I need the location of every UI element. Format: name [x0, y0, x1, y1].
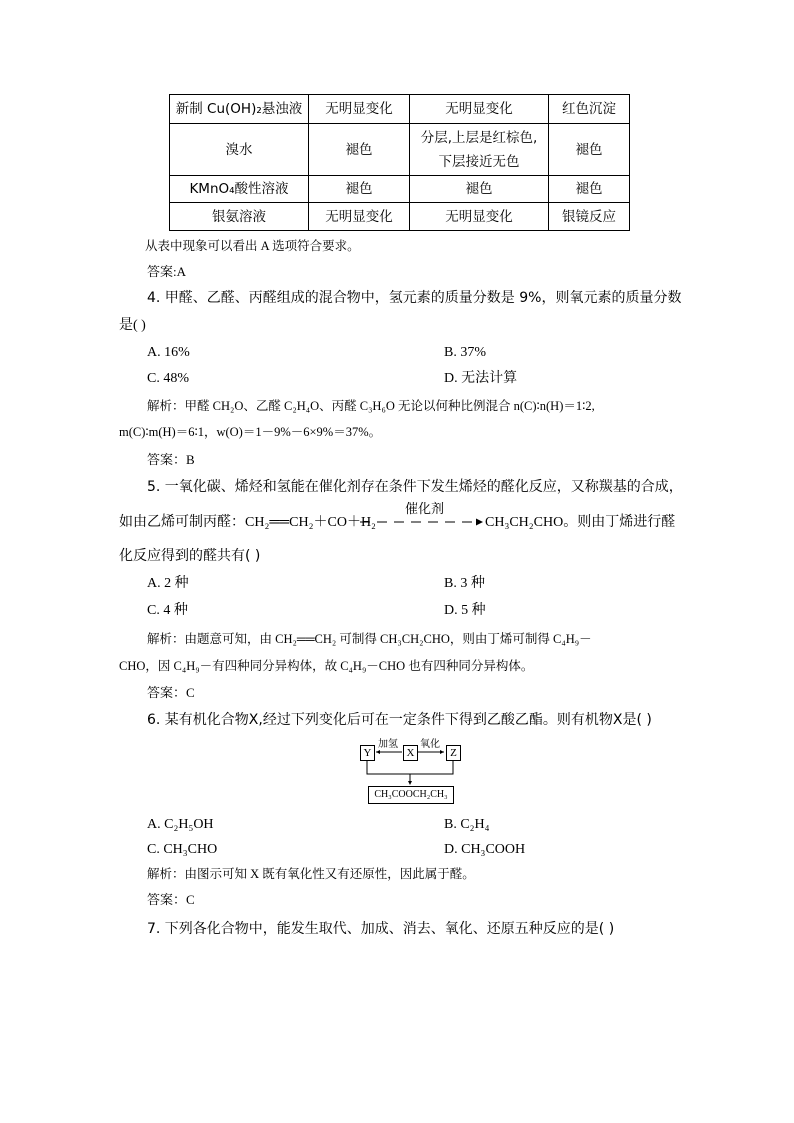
q6-option-b: B. C₂H₄	[444, 817, 490, 832]
q5-stem-pre: 如由乙烯可制丙醛：CH₂══CH₂＋CO＋H₂	[119, 515, 376, 530]
table-cell: 无明显变化	[410, 95, 549, 124]
q4-analysis-cont: m(C)∶m(H)＝6∶1，w(O)＝1－9%－6×9%＝37%。	[119, 425, 382, 439]
cell-line: 分层,上层是红棕色,	[420, 129, 538, 146]
table-cell: 褪色	[410, 176, 549, 203]
q5-option-d: D. 5 种	[444, 603, 486, 618]
table-cell: 褪色	[549, 124, 630, 176]
reaction-table	[169, 94, 630, 231]
cell-line: 下层接近无色	[438, 153, 520, 170]
q6-answer: 答案：C	[147, 892, 195, 907]
q4-option-d: D. 无法计算	[444, 371, 518, 386]
table-cell-multiline	[410, 124, 549, 176]
q4-option-c: C. 48%	[147, 371, 189, 386]
table-row	[170, 124, 630, 176]
table-cell: 新制 Cu(OH)₂悬浊液	[170, 95, 309, 124]
q3-note: 从表中现象可以看出 A 选项符合要求。	[145, 239, 360, 253]
table-row	[170, 176, 630, 203]
q5-option-b: B. 3 种	[444, 576, 485, 591]
table-cell: 银氨溶液	[170, 203, 309, 231]
q5-option-c: C. 4 种	[147, 603, 188, 618]
q3-answer: 答案:A	[147, 264, 187, 279]
q5-stem-cont: 化反应得到的醛共有( )	[119, 548, 261, 564]
q5-option-a: A. 2 种	[147, 576, 189, 591]
q4-option-a: A. 16%	[147, 345, 190, 360]
label-hydrogenation: 加氢	[378, 739, 398, 750]
q4-analysis: 解析：甲醛 CH₂O、乙醛 C₂H₄O、丙醛 C₃H₆O 无论以何种比例混合 n(C)∶n(H)＝1∶2,	[147, 399, 595, 413]
q6-stem: 6. 某有机化合物X,经过下列变化后可在一定条件下得到乙酸乙酯。则有机物X是( )	[147, 712, 652, 728]
conversion-diagram	[358, 739, 464, 806]
table-cell: 无明显变化	[309, 95, 410, 124]
q5-stem-post: CH₃CH₂CHO。则由丁烯进行醛	[485, 515, 676, 530]
reaction-arrow	[358, 516, 484, 528]
table-cell: 褪色	[309, 124, 410, 176]
node-product: CH₃COOCH₂CH₃	[368, 786, 454, 804]
table-cell: 红色沉淀	[549, 95, 630, 124]
node-z: Z	[446, 745, 461, 761]
table-cell: KMnO₄酸性溶液	[170, 176, 309, 203]
table-cell: 银镜反应	[549, 203, 630, 231]
q4-stem-cont: 是( )	[119, 318, 146, 333]
q6-option-d: D. CH₃COOH	[444, 842, 526, 857]
table-row	[170, 203, 630, 231]
label-oxidation: 氧化	[420, 739, 440, 750]
q6-option-a: A. C₂H₅OH	[147, 817, 214, 832]
q6-option-c: C. CH₃CHO	[147, 842, 218, 857]
q4-stem: 4. 甲醛、乙醛、丙醛组成的混合物中，氢元素的质量分数是 9%，则氧元素的质量分数	[147, 290, 682, 306]
q4-answer: 答案：B	[147, 452, 195, 467]
table-cell: 溴水	[170, 124, 309, 176]
node-x: X	[403, 745, 418, 761]
q5-analysis-cont: CHO，因 C₄H₉－有四种同分异构体，故 C₄H₉－CHO 也有四种同分异构体。	[119, 659, 534, 673]
table-cell: 褪色	[549, 176, 630, 203]
table-cell: 无明显变化	[410, 203, 549, 231]
node-y: Y	[360, 745, 375, 761]
q4-option-b: B. 37%	[444, 345, 486, 360]
table-row	[170, 95, 630, 124]
q7-stem: 7. 下列各化合物中，能发生取代、加成、消去、氧化、还原五种反应的是( )	[147, 921, 615, 937]
q5-answer: 答案：C	[147, 685, 195, 700]
q5-stem: 5. 一氧化碳、烯烃和氢能在催化剂存在条件下发生烯烃的醛化反应，又称羰基的合成，	[147, 479, 683, 495]
q5-analysis: 解析：由题意可知，由 CH₂══CH₂ 可制得 CH₃CH₂CHO，则由丁烯可制得 C₄H₉－	[147, 632, 592, 646]
table-cell: 褪色	[309, 176, 410, 203]
q6-analysis: 解析：由图示可知 X 既有氧化性又有还原性，因此属于醛。	[147, 867, 475, 881]
table-cell: 无明显变化	[309, 203, 410, 231]
catalyst-label: 催化剂	[405, 502, 445, 517]
